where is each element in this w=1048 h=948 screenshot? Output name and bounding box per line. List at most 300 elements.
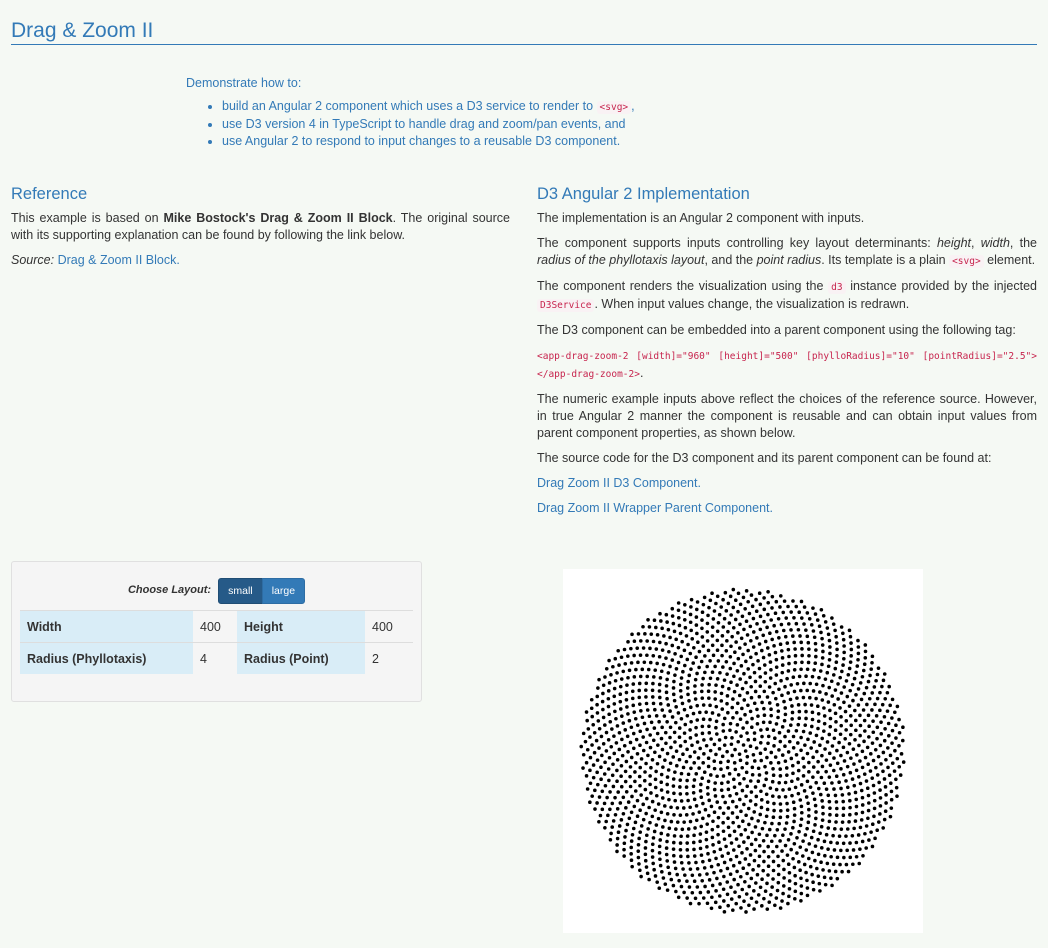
point[interactable] (631, 833, 635, 837)
point[interactable] (718, 738, 722, 742)
point[interactable] (893, 749, 897, 753)
point[interactable] (827, 733, 831, 737)
point[interactable] (715, 719, 719, 723)
point[interactable] (762, 839, 766, 843)
point[interactable] (787, 669, 791, 673)
point[interactable] (662, 663, 666, 667)
point[interactable] (741, 819, 745, 823)
point[interactable] (694, 733, 698, 737)
point[interactable] (814, 612, 818, 616)
point[interactable] (602, 683, 606, 687)
point[interactable] (762, 860, 766, 864)
point[interactable] (848, 689, 852, 693)
point[interactable] (619, 774, 623, 778)
point[interactable] (659, 676, 663, 680)
point[interactable] (620, 677, 624, 681)
point[interactable] (879, 732, 883, 736)
point[interactable] (626, 734, 630, 738)
point[interactable] (618, 824, 622, 828)
point[interactable] (740, 851, 744, 855)
point[interactable] (774, 697, 778, 701)
point[interactable] (607, 659, 611, 663)
point[interactable] (835, 749, 839, 753)
point[interactable] (679, 855, 683, 859)
point[interactable] (620, 738, 624, 742)
point[interactable] (777, 873, 781, 877)
point[interactable] (746, 836, 750, 840)
point[interactable] (629, 846, 633, 850)
point[interactable] (679, 848, 683, 852)
point[interactable] (813, 661, 817, 665)
point[interactable] (713, 690, 717, 694)
point[interactable] (848, 704, 852, 708)
point[interactable] (820, 825, 824, 829)
point[interactable] (788, 787, 792, 791)
point[interactable] (823, 722, 827, 726)
point[interactable] (720, 654, 724, 658)
point[interactable] (619, 801, 623, 805)
point[interactable] (604, 784, 608, 788)
point[interactable] (812, 888, 816, 892)
point[interactable] (745, 721, 749, 725)
point[interactable] (756, 819, 760, 823)
point[interactable] (748, 676, 752, 680)
point[interactable] (792, 735, 796, 739)
point[interactable] (708, 704, 712, 708)
point[interactable] (623, 662, 627, 666)
point[interactable] (759, 789, 763, 793)
point[interactable] (858, 714, 862, 718)
point[interactable] (658, 845, 662, 849)
point[interactable] (686, 855, 690, 859)
point[interactable] (681, 702, 685, 706)
point[interactable] (869, 667, 873, 671)
point[interactable] (835, 841, 839, 845)
point[interactable] (716, 833, 720, 837)
point[interactable] (623, 728, 627, 732)
point[interactable] (806, 894, 810, 898)
point[interactable] (754, 690, 758, 694)
point[interactable] (709, 749, 713, 753)
point[interactable] (782, 876, 786, 880)
point[interactable] (679, 792, 683, 796)
point[interactable] (840, 691, 844, 695)
point[interactable] (707, 765, 711, 769)
point[interactable] (677, 646, 681, 650)
point[interactable] (693, 691, 697, 695)
point[interactable] (791, 764, 795, 768)
point[interactable] (820, 754, 824, 758)
point[interactable] (871, 822, 875, 826)
point[interactable] (762, 596, 766, 600)
point[interactable] (865, 779, 869, 783)
point[interactable] (839, 724, 843, 728)
point[interactable] (628, 775, 632, 779)
point[interactable] (873, 791, 877, 795)
point[interactable] (612, 819, 616, 823)
source-link[interactable]: Drag & Zoom II Block. (57, 253, 180, 267)
point[interactable] (707, 606, 711, 610)
point[interactable] (785, 766, 789, 770)
point[interactable] (887, 722, 891, 726)
point[interactable] (840, 625, 844, 629)
point[interactable] (685, 813, 689, 817)
point[interactable] (746, 649, 750, 653)
point[interactable] (794, 654, 798, 658)
point[interactable] (721, 723, 725, 727)
point[interactable] (858, 847, 862, 851)
point[interactable] (807, 654, 811, 658)
point[interactable] (710, 591, 714, 595)
point[interactable] (718, 613, 722, 617)
point[interactable] (820, 637, 824, 641)
point[interactable] (660, 708, 664, 712)
point[interactable] (779, 679, 783, 683)
point[interactable] (679, 655, 683, 659)
point[interactable] (685, 841, 689, 845)
point[interactable] (692, 791, 696, 795)
point[interactable] (700, 626, 704, 630)
point[interactable] (760, 806, 764, 810)
point[interactable] (730, 736, 734, 740)
point[interactable] (839, 754, 843, 758)
point[interactable] (787, 622, 791, 626)
point[interactable] (677, 896, 681, 900)
point[interactable] (748, 612, 752, 616)
point[interactable] (779, 809, 783, 813)
point[interactable] (607, 697, 611, 701)
point[interactable] (662, 634, 666, 638)
point[interactable] (624, 806, 628, 810)
point[interactable] (867, 735, 871, 739)
point[interactable] (845, 863, 849, 867)
point[interactable] (638, 808, 642, 812)
point[interactable] (776, 855, 780, 859)
point[interactable] (760, 877, 764, 881)
point[interactable] (735, 792, 739, 796)
point[interactable] (824, 883, 828, 887)
point[interactable] (739, 875, 743, 879)
point[interactable] (847, 792, 851, 796)
point[interactable] (848, 813, 852, 817)
point[interactable] (854, 812, 858, 816)
point[interactable] (697, 666, 701, 670)
point[interactable] (886, 746, 890, 750)
point[interactable] (680, 717, 684, 721)
point[interactable] (779, 740, 783, 744)
point[interactable] (612, 734, 616, 738)
point[interactable] (740, 637, 744, 641)
point[interactable] (679, 683, 683, 687)
point[interactable] (755, 708, 759, 712)
point[interactable] (901, 739, 905, 743)
point[interactable] (782, 700, 786, 704)
point[interactable] (793, 866, 797, 870)
point[interactable] (618, 731, 622, 735)
point[interactable] (818, 831, 822, 835)
point[interactable] (702, 603, 706, 607)
point[interactable] (623, 648, 627, 652)
point[interactable] (596, 711, 600, 715)
point[interactable] (763, 713, 767, 717)
point[interactable] (861, 766, 865, 770)
point[interactable] (810, 873, 814, 877)
point[interactable] (707, 814, 711, 818)
point[interactable] (816, 727, 820, 731)
point[interactable] (660, 737, 664, 741)
point[interactable] (716, 648, 720, 652)
point[interactable] (849, 714, 853, 718)
point[interactable] (692, 761, 696, 765)
point[interactable] (643, 632, 647, 636)
point[interactable] (719, 848, 723, 852)
phyllotaxis-svg[interactable] (563, 569, 923, 933)
point[interactable] (820, 799, 824, 803)
point[interactable] (606, 814, 610, 818)
point[interactable] (753, 859, 757, 863)
point[interactable] (835, 660, 839, 664)
point[interactable] (609, 673, 613, 677)
point[interactable] (877, 755, 881, 759)
point[interactable] (828, 709, 832, 713)
point[interactable] (592, 763, 596, 767)
point[interactable] (816, 704, 820, 708)
point[interactable] (848, 667, 852, 671)
point[interactable] (881, 770, 885, 774)
point[interactable] (864, 756, 868, 760)
point[interactable] (752, 810, 756, 814)
point[interactable] (673, 673, 677, 677)
point[interactable] (772, 728, 776, 732)
point[interactable] (765, 792, 769, 796)
point[interactable] (782, 884, 786, 888)
point[interactable] (623, 841, 627, 845)
point[interactable] (674, 867, 678, 871)
point[interactable] (654, 874, 658, 878)
point[interactable] (756, 714, 760, 718)
point[interactable] (816, 770, 820, 774)
point[interactable] (660, 726, 664, 730)
point[interactable] (700, 853, 704, 857)
point[interactable] (733, 748, 737, 752)
point[interactable] (844, 710, 848, 714)
point[interactable] (701, 644, 705, 648)
point[interactable] (738, 622, 742, 626)
point[interactable] (862, 692, 866, 696)
point[interactable] (603, 675, 607, 679)
point[interactable] (737, 657, 741, 661)
point[interactable] (694, 772, 698, 776)
point[interactable] (758, 813, 762, 817)
point[interactable] (600, 754, 604, 758)
point[interactable] (834, 728, 838, 732)
point[interactable] (833, 736, 837, 740)
point[interactable] (811, 851, 815, 855)
point[interactable] (765, 771, 769, 775)
point[interactable] (810, 725, 814, 729)
point[interactable] (656, 762, 660, 766)
point[interactable] (895, 794, 899, 798)
point[interactable] (867, 801, 871, 805)
point[interactable] (743, 642, 747, 646)
point[interactable] (716, 677, 720, 681)
point[interactable] (726, 694, 730, 698)
point[interactable] (700, 879, 704, 883)
point[interactable] (786, 691, 790, 695)
point[interactable] (695, 718, 699, 722)
point[interactable] (723, 678, 727, 682)
point[interactable] (798, 675, 802, 679)
point[interactable] (636, 849, 640, 853)
point[interactable] (771, 767, 775, 771)
point[interactable] (614, 679, 618, 683)
point[interactable] (723, 717, 727, 721)
point[interactable] (754, 803, 758, 807)
point[interactable] (649, 661, 653, 665)
point[interactable] (877, 666, 881, 670)
point[interactable] (754, 598, 758, 602)
point[interactable] (732, 878, 736, 882)
point[interactable] (712, 654, 716, 658)
point[interactable] (823, 747, 827, 751)
point[interactable] (772, 860, 776, 864)
point[interactable] (598, 795, 602, 799)
point[interactable] (661, 796, 665, 800)
point[interactable] (664, 656, 668, 660)
point[interactable] (700, 618, 704, 622)
point[interactable] (695, 704, 699, 708)
point[interactable] (834, 794, 838, 798)
point[interactable] (757, 864, 761, 868)
point[interactable] (663, 758, 667, 762)
point[interactable] (737, 592, 741, 596)
point[interactable] (744, 813, 748, 817)
point[interactable] (628, 669, 632, 673)
point[interactable] (861, 750, 865, 754)
point[interactable] (716, 595, 720, 599)
point[interactable] (710, 906, 714, 910)
point[interactable] (870, 708, 874, 712)
point[interactable] (678, 726, 682, 730)
point[interactable] (702, 752, 706, 756)
point[interactable] (779, 816, 783, 820)
point[interactable] (689, 902, 693, 906)
point[interactable] (637, 689, 641, 693)
point[interactable] (861, 675, 865, 679)
point[interactable] (739, 603, 743, 607)
point[interactable] (745, 872, 749, 876)
point[interactable] (677, 608, 681, 612)
point[interactable] (741, 789, 745, 793)
point[interactable] (714, 602, 718, 606)
point[interactable] (797, 610, 801, 614)
point[interactable] (792, 820, 796, 824)
point[interactable] (754, 785, 758, 789)
point[interactable] (631, 682, 635, 686)
point[interactable] (645, 741, 649, 745)
point[interactable] (721, 795, 725, 799)
point[interactable] (608, 720, 612, 724)
point[interactable] (681, 867, 685, 871)
point[interactable] (712, 759, 716, 763)
point[interactable] (596, 783, 600, 787)
point[interactable] (687, 772, 691, 776)
point[interactable] (805, 879, 809, 883)
point[interactable] (728, 794, 732, 798)
point[interactable] (891, 698, 895, 702)
point[interactable] (686, 686, 690, 690)
point[interactable] (750, 696, 754, 700)
point[interactable] (638, 702, 642, 706)
point[interactable] (784, 635, 788, 639)
point[interactable] (708, 858, 712, 862)
point[interactable] (799, 899, 803, 903)
point[interactable] (750, 717, 754, 721)
point[interactable] (779, 802, 783, 806)
point[interactable] (689, 620, 693, 624)
point[interactable] (607, 767, 611, 771)
point[interactable] (745, 619, 749, 623)
point[interactable] (732, 778, 736, 782)
point[interactable] (874, 679, 878, 683)
point[interactable] (679, 841, 683, 845)
point[interactable] (693, 684, 697, 688)
point[interactable] (595, 695, 599, 699)
point[interactable] (800, 647, 804, 651)
point[interactable] (679, 744, 683, 748)
point[interactable] (806, 780, 810, 784)
point[interactable] (718, 905, 722, 909)
point[interactable] (773, 682, 777, 686)
point[interactable] (711, 625, 715, 629)
point[interactable] (707, 799, 711, 803)
point[interactable] (777, 709, 781, 713)
point[interactable] (767, 864, 771, 868)
point[interactable] (711, 711, 715, 715)
point[interactable] (772, 644, 776, 648)
point[interactable] (754, 881, 758, 885)
point[interactable] (846, 673, 850, 677)
point[interactable] (769, 707, 773, 711)
point[interactable] (729, 613, 733, 617)
point[interactable] (886, 766, 890, 770)
point[interactable] (884, 809, 888, 813)
point[interactable] (833, 703, 837, 707)
point[interactable] (654, 786, 658, 790)
point[interactable] (710, 805, 714, 809)
point[interactable] (845, 679, 849, 683)
point[interactable] (746, 703, 750, 707)
point[interactable] (625, 790, 629, 794)
point[interactable] (727, 788, 731, 792)
point[interactable] (851, 834, 855, 838)
point[interactable] (759, 752, 763, 756)
point[interactable] (641, 735, 645, 739)
point[interactable] (637, 856, 641, 860)
point[interactable] (833, 667, 837, 671)
point[interactable] (672, 792, 676, 796)
point[interactable] (623, 835, 627, 839)
point[interactable] (860, 818, 864, 822)
point[interactable] (770, 638, 774, 642)
point[interactable] (878, 788, 882, 792)
point[interactable] (771, 794, 775, 798)
point[interactable] (701, 802, 705, 806)
point[interactable] (836, 877, 840, 881)
point[interactable] (875, 828, 879, 832)
point[interactable] (895, 757, 899, 761)
point[interactable] (713, 767, 717, 771)
